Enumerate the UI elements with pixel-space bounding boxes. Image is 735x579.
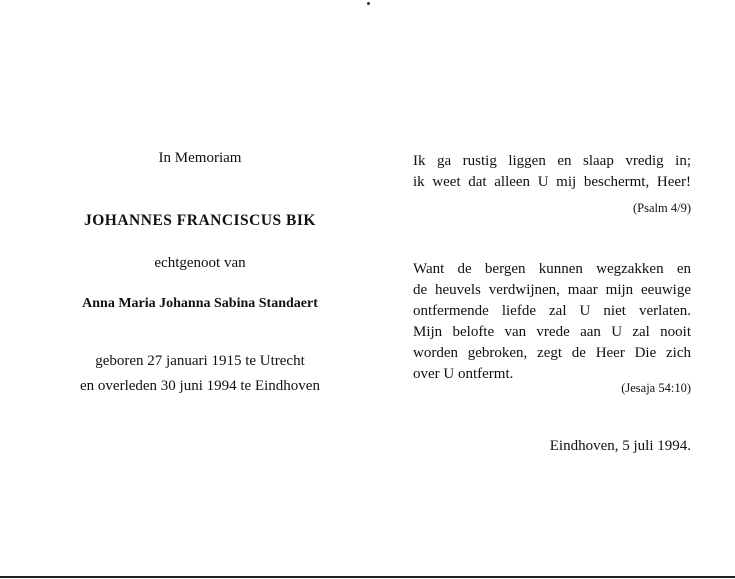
bottom-edge-rule	[0, 576, 735, 578]
isaiah-line: over U ontfermt.	[413, 366, 514, 382]
birth-line: geboren 27 januari 1915 te Utrecht	[95, 353, 305, 369]
memoriam-title: In Memoriam	[158, 150, 242, 166]
deceased-name: JOHANNES FRANCISCUS BIK	[84, 212, 316, 229]
spouse-name: Anna Maria Johanna Sabina Standaert	[82, 296, 318, 311]
death-line: en overleden 30 juni 1994 te Eindhoven	[80, 378, 320, 394]
place-date: Eindhoven, 5 juli 1994.	[549, 438, 691, 454]
psalm-line: ik weet dat alleen U mij beschermt, Heer!	[413, 174, 691, 190]
psalm-verse	[413, 151, 691, 193]
psalm-reference: (Psalm 4/9)	[633, 201, 691, 215]
isaiah-line: ontfermende liefde zal U niet verlaten.	[413, 303, 691, 319]
isaiah-line: Want de bergen kunnen wegzakken en	[413, 261, 691, 277]
isaiah-reference: (Jesaja 54:10)	[621, 381, 691, 395]
isaiah-line: Mijn belofte van vrede aan U zal nooit	[413, 324, 691, 340]
psalm-line: Ik ga rustig liggen en slaap vredig in;	[413, 153, 691, 169]
fold-mark	[367, 2, 370, 5]
isaiah-verse	[413, 259, 691, 385]
isaiah-line: worden gebroken, zegt de Heer Die zich	[413, 345, 691, 361]
spouse-label: echtgenoot van	[154, 255, 246, 271]
isaiah-line: de heuvels verdwijnen, maar mijn eeuwige	[413, 282, 691, 298]
